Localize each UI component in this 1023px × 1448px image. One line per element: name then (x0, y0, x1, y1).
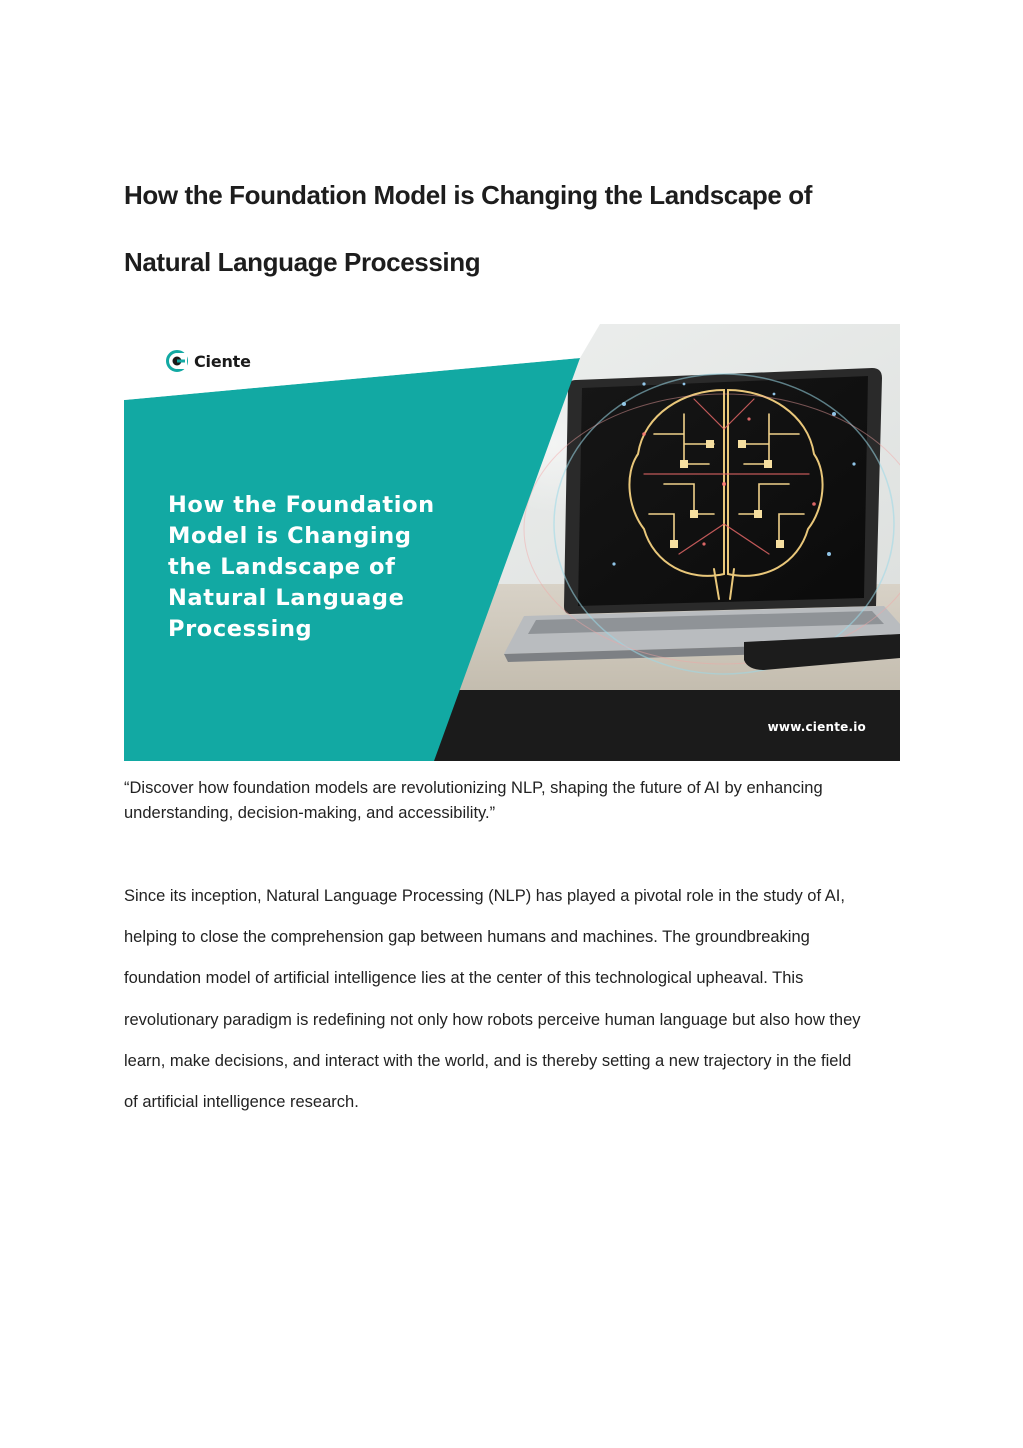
ciente-logo-icon (166, 350, 188, 372)
page-title-line-1: How the Foundation Model is Changing the Landscape of (124, 180, 813, 210)
body-line-4: revolutionary paradigm is redefining not only how robots perceive human language but also how they (124, 1011, 861, 1029)
hero-website-url: www.ciente.io (767, 720, 866, 734)
ciente-brand-name: Ciente (194, 351, 251, 371)
image-caption: “Discover how foundation models are revolutionizing NLP, shaping the future of AI by enhancing understanding, decision-making, and accessibility.” (124, 779, 823, 822)
body-line-2: helping to close the comprehension gap between humans and machines. The groundbreaking (124, 928, 810, 946)
body-line-6: of artificial intelligence research. (124, 1093, 359, 1111)
ciente-logo (166, 350, 251, 372)
body-line-3: foundation model of artificial intelligence lies at the center of this technological upheaval. This (124, 969, 804, 987)
body-line-5: learn, make decisions, and interact with the world, and is thereby setting a new trajectory in the field (124, 1052, 852, 1070)
hero-banner-image (124, 324, 900, 761)
hero-headline: How the Foundation Model is Changing the Landscape of Natural Language Processing (168, 492, 435, 642)
body-line-1: Since its inception, Natural Language Processing (NLP) has played a pivotal role in the study of AI, (124, 887, 845, 905)
page-title-line-2: Natural Language Processing (124, 247, 481, 277)
